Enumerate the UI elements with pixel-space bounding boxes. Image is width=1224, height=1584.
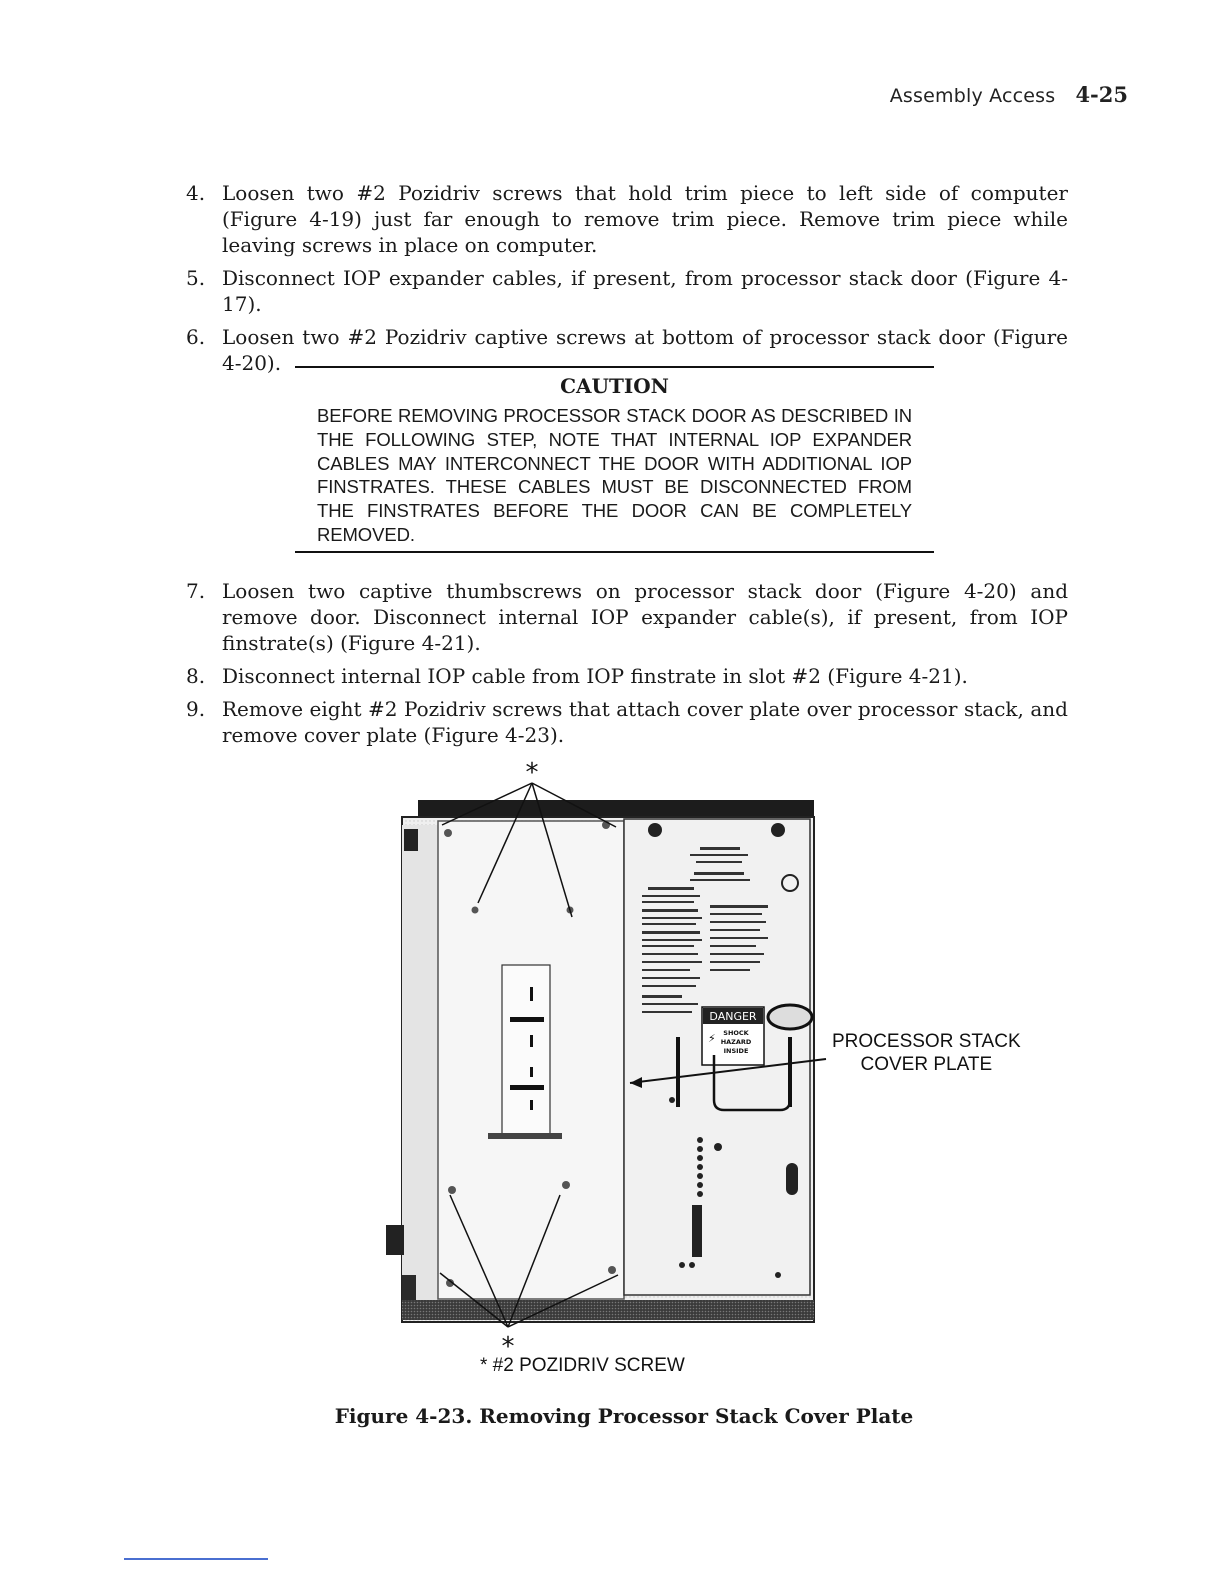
svg-text:SHOCK: SHOCK — [723, 1029, 749, 1037]
footer-rule — [124, 1558, 268, 1560]
cable-loop — [768, 1005, 812, 1029]
screw-icon — [608, 1266, 616, 1274]
step-item — [186, 180, 1068, 258]
asterisk-marker-top: * — [525, 758, 539, 788]
screw-icon — [444, 829, 452, 837]
step-item — [186, 663, 1068, 689]
danger-text: DANGER — [709, 1010, 757, 1023]
screw-icon — [472, 907, 479, 914]
danger-label — [702, 1007, 764, 1065]
screw-icon — [448, 1186, 456, 1194]
screw-icon — [771, 823, 785, 837]
step-text: Disconnect internal IOP cable from IOP finstrate in slot #2 (Figure 4-21). — [222, 664, 968, 688]
step-number: 4. — [186, 181, 206, 205]
step-number: 6. — [186, 325, 206, 349]
cover-plate-callout — [832, 1030, 1021, 1076]
screw-icon — [648, 823, 662, 837]
page-header — [890, 82, 1128, 107]
callout-line-2: COVER PLATE — [860, 1054, 993, 1075]
step-text: Loosen two #2 Pozidriv screws that hold trim piece to left side of computer (Figure 4-19) just far enough to remove trim piece. Remove trim piece while leaving screws in place on computer. — [222, 181, 1068, 257]
step-item — [186, 578, 1068, 656]
screw-legend: * #2 POZIDRIV SCREW — [480, 1355, 685, 1376]
step-number: 9. — [186, 697, 206, 721]
chassis-left-edge — [402, 825, 438, 1315]
figure-processor-stack — [380, 755, 1070, 1395]
caution-body: BEFORE REMOVING PROCESSOR STACK DOOR AS DESCRIBED IN THE FOLLOWING STEP, NOTE THAT INTERNAL IOP EXPANDER CABLES MAY INTERCONNECT THE DOOR WITH ADDITIONAL IOP FINSTRATES. THESE CABLES MUST BE DISCONNECTED FROM THE FINSTRATES BEFORE THE DOOR CAN BE COMPLETELY REMOVED. — [317, 405, 912, 545]
svg-text:INSIDE: INSIDE — [723, 1047, 749, 1055]
figure-caption: Figure 4-23. Removing Processor Stack Cover Plate — [334, 1404, 914, 1428]
step-number: 7. — [186, 579, 206, 603]
step-item — [186, 696, 1068, 748]
chassis-bottom-bar — [402, 1300, 814, 1320]
svg-text:HAZARD: HAZARD — [720, 1038, 752, 1046]
screw-icon — [562, 1181, 570, 1189]
callout-line-1: PROCESSOR STACK — [832, 1031, 1021, 1052]
svg-text:⚡: ⚡ — [708, 1032, 716, 1045]
caution-title: CAUTION — [560, 374, 669, 398]
asterisk-marker-bottom: * — [501, 1332, 515, 1362]
steps-after-caution — [186, 578, 1068, 755]
step-number: 5. — [186, 266, 206, 290]
connector-block — [502, 965, 550, 1135]
step-text: Disconnect IOP expander cables, if present, from processor stack door (Figure 4-17). — [222, 266, 1068, 316]
page-number: 4-25 — [1075, 82, 1128, 107]
step-number: 8. — [186, 664, 206, 688]
steps-before-caution — [186, 180, 1068, 383]
step-item — [186, 265, 1068, 317]
step-text: Remove eight #2 Pozidriv screws that attach cover plate over processor stack, and remove cover plate (Figure 4-23). — [222, 697, 1068, 747]
section-title: Assembly Access — [889, 85, 1056, 107]
step-text: Loosen two #2 Pozidriv captive screws at bottom of processor stack door (Figure 4-20). — [222, 325, 1068, 375]
step-text: Loosen two captive thumbscrews on processor stack door (Figure 4-20) and remove door. Disconnect internal IOP expander cable(s), if present, from IOP finstrate(s) (Figure 4-21). — [222, 579, 1068, 655]
caution-box — [295, 366, 934, 553]
